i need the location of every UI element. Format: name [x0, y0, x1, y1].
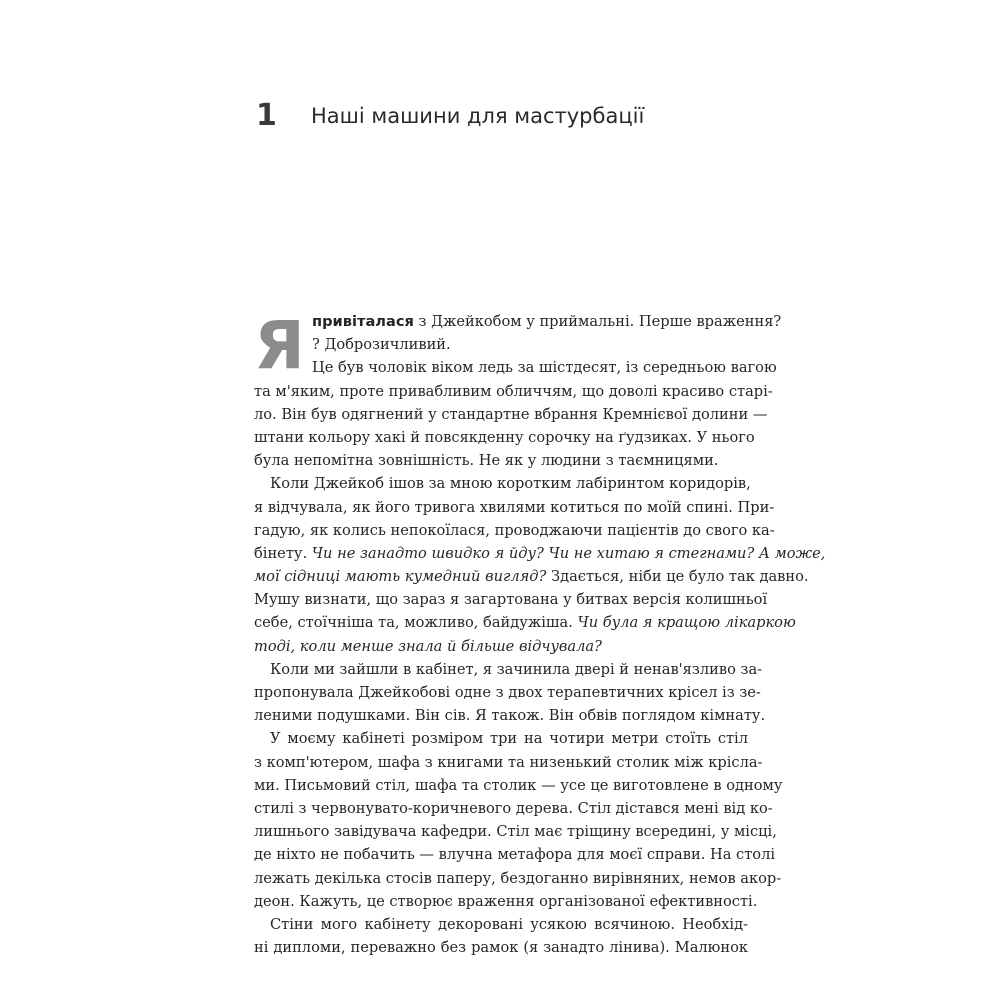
text-line: ми. Письмовий стіл, шафа та столик — усе це виготовлене в одному	[254, 776, 783, 794]
chapter-body-text	[254, 307, 826, 959]
text-run: Здається, ніби це було так давно.	[546, 568, 809, 586]
drop-cap: Я	[254, 307, 305, 384]
text-line: Стіни мого кабінету декоровані усякою всячиною. Необхід-	[270, 915, 748, 933]
text-line: я відчувала, як його тривога хвилями котиться по моїй спині. При-	[254, 498, 775, 516]
text-line	[254, 635, 748, 658]
text-run: себе, стоїчніша та, можливо, байдужіша.	[254, 614, 578, 632]
text-line: ? Доброзичливий.	[312, 336, 451, 354]
bold-lead-word: привіталася	[312, 313, 414, 330]
chapter-title: Наші машини для мастурбації	[311, 104, 645, 128]
text-line: була непомітна зовнішність. Не як у людини з таємницями.	[254, 452, 719, 470]
text-line: ло. Він був одягнений у стандартне вбрання Кремнієвої долини —	[254, 405, 768, 423]
italic-run: тоді, коли менше знала й більше відчувала?	[254, 637, 602, 655]
text-line: Це був чоловік віком ледь за шістдесят, із середньою вагою	[312, 359, 777, 377]
text-line	[254, 310, 782, 333]
text-line: штани кольору хакі й повсякденну сорочку на ґудзиках. У нього	[254, 428, 755, 446]
text-line	[254, 611, 796, 634]
text-line: гадую, як колись непокоїлася, проводжаючи пацієнтів до свого ка-	[254, 521, 775, 539]
text-line	[254, 542, 826, 565]
text-line: лежать декілька стосів паперу, бездоганно вирівняних, немов акор-	[254, 869, 782, 887]
text-line: ні дипломи, переважно без рамок (я занадто лінива). Малюнок	[254, 939, 748, 957]
italic-run: Чи була я кращою лікаркою	[577, 614, 796, 632]
text-line	[254, 565, 809, 588]
text-line: У моєму кабінеті розміром три на чотири метри стоїть стіл	[270, 730, 748, 748]
text-line: деон. Кажуть, це створює враження організованої ефективності.	[254, 892, 758, 910]
text-line: леними подушками. Він сів. Я також. Він обвів поглядом кімнату.	[254, 707, 766, 725]
italic-run: мої сідниці мають кумедний вигляд?	[254, 568, 547, 586]
text-run: бінету.	[254, 544, 312, 562]
text-run: з Джейкобом у приймальні. Перше враження?	[413, 313, 782, 330]
chapter-header	[256, 98, 776, 138]
text-line: стилі з червонувато-коричневого дерева. Стіл дістався мені від ко-	[254, 799, 773, 817]
text-line: пропонувала Джейкобові одне з двох терапевтичних крісел із зе-	[254, 684, 761, 701]
text-line: де ніхто не побачить — влучна метафора для моєї справи. На столі	[254, 846, 776, 864]
italic-run: Чи не занадто швидко я йду? Чи не хитаю я стегнами? А може,	[311, 544, 826, 562]
text-line: Коли ми зайшли в кабінет, я зачинила двері й ненав'язливо за-	[270, 660, 763, 678]
chapter-number: 1	[256, 98, 277, 133]
text-line: Коли Джейкоб ішов за мною коротким лабіринтом коридорів,	[270, 475, 751, 493]
text-line: та м'яким, проте привабливим обличчям, що доволі красиво старі-	[254, 382, 773, 400]
text-line: з комп'ютером, шафа з книгами та низенький столик між крісла-	[254, 753, 763, 771]
text-line: Мушу визнати, що зараз я загартована у битвах версія колишньої	[254, 591, 768, 609]
text-line: лишнього завідувача кафедри. Стіл має тріщину всередині, у місці,	[254, 823, 777, 841]
